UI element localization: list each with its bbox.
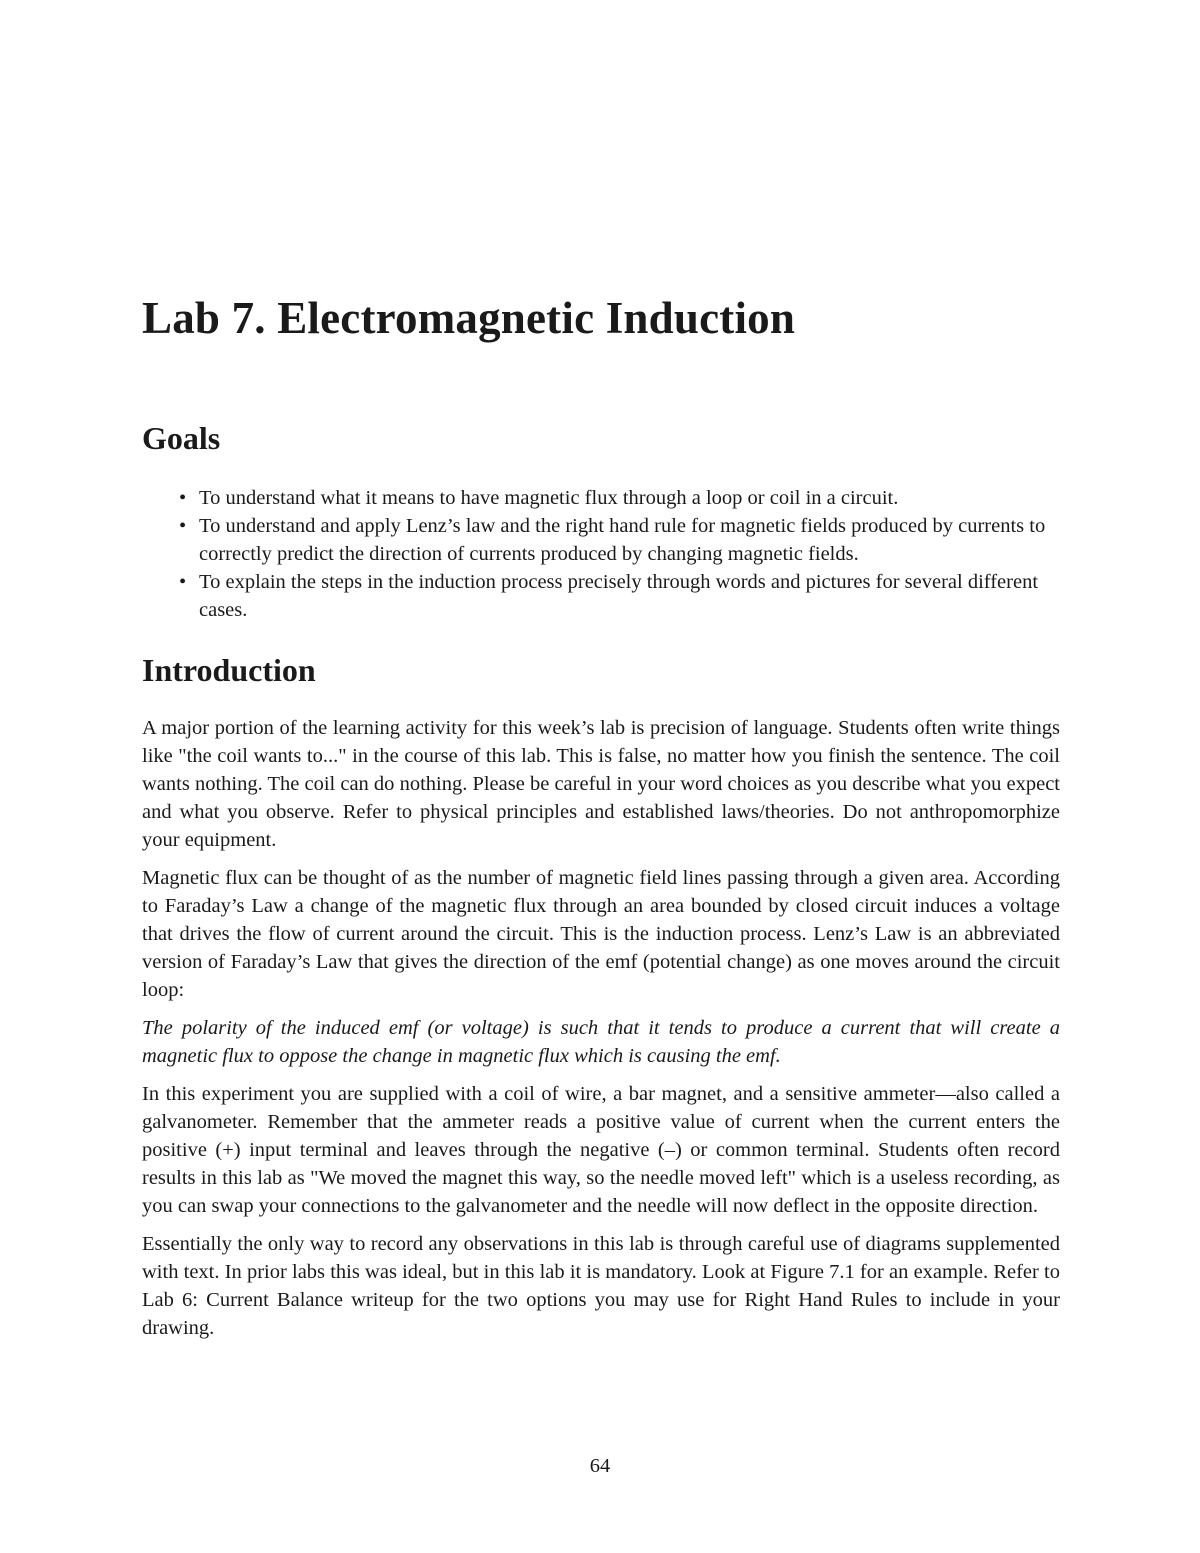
introduction-heading: Introduction [142, 652, 316, 688]
chapter-title: Lab 7. Electromagnetic Induction [142, 293, 796, 343]
goal-item: • To explain the steps in the induction process precisely through words and pictures for several different cases. [142, 568, 1060, 624]
goal-item: • To understand and apply Lenz’s law and the right hand rule for magnetic fields produced by currents to correctly predict the direction of currents produced by changing magnetic fields. [142, 512, 1060, 568]
intro-paragraph-diagrams: Essentially the only way to record any observations in this lab is through careful use of diagrams supplemented with text. In prior labs this was ideal, but in this lab it is mandatory. Look at Figure 7.1 for an example. Refer to Lab 6: Current Balance writeup for the two options you may use for Right Hand Rules to include in your drawing. [142, 1233, 1060, 1339]
page-content [142, 290, 1060, 1342]
intro-paragraph-experiment: In this experiment you are supplied with a coil of wire, a bar magnet, and a sensitive ammeter—also called a galvanometer. Remember that the ammeter reads a positive value of current when the current enters the positive (+) input terminal and leaves through the negative (–) or common terminal. Students often record results in this lab as "We moved the magnet this way, so the needle moved left" which is a useless recording, as you can swap your connections to the galvanometer and the needle will now deflect in the opposite direction. [142, 1083, 1060, 1217]
goals-heading: Goals [142, 420, 221, 456]
lenz-law-statement: The polarity of the induced emf (or voltage) is such that it tends to produce a current that will create a magnetic flux to oppose the change in magnetic flux which is causing the emf. [142, 1017, 1060, 1067]
intro-paragraph-language: A major portion of the learning activity for this week’s lab is precision of language. Students often write things like "the coil wants to..." in the course of this lab. This is false, no matter how you finish the sentence. The coil wants nothing. The coil can do nothing. Please be careful in your word choices as you describe what you expect and what you observe. Refer to physical principles and established laws/theories. Do not anthropomorphize your equipment. [142, 717, 1060, 851]
page-number: 64 [589, 1455, 611, 1477]
goal-item: • To understand what it means to have magnetic flux through a loop or coil in a circuit. [142, 484, 1060, 512]
goals-list [142, 484, 1060, 624]
intro-paragraph-flux: Magnetic flux can be thought of as the number of magnetic field lines passing through a given area. According to Faraday’s Law a change of the magnetic flux through an area bounded by closed circuit induces a voltage that drives the flow of current around the circuit. This is the induction process. Lenz’s Law is an abbreviated version of Faraday’s Law that gives the direction of the emf (potential change) as one moves around the circuit loop: [142, 867, 1060, 1001]
